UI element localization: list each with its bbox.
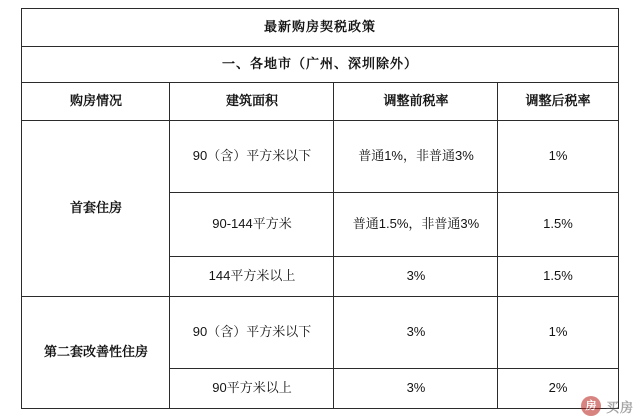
cell-rate-before: 普通1%，非普通3%	[334, 121, 498, 193]
cell-rate-after: 1.5%	[498, 193, 618, 257]
cell-area: 90（含）平方米以下	[170, 121, 334, 193]
table-title-row	[22, 9, 618, 47]
table-row	[22, 297, 618, 369]
tax-policy-table	[21, 8, 618, 409]
document-title: 最新购房契税政策	[22, 9, 618, 47]
watermark-logo-icon: 房	[581, 396, 601, 416]
table-row	[22, 121, 618, 193]
table-section-row	[22, 47, 618, 83]
section-heading: 一、各地市（广州、深圳除外）	[22, 47, 618, 83]
cell-area: 90（含）平方米以下	[170, 297, 334, 369]
document-page	[0, 8, 640, 420]
row-category-second-home: 第二套改善性住房	[22, 297, 170, 409]
cell-rate-before: 普通1.5%，非普通3%	[334, 193, 498, 257]
column-header-area: 建筑面积	[170, 83, 334, 121]
table-header-row	[22, 83, 618, 121]
column-header-rate-before: 调整前税率	[334, 83, 498, 121]
cell-rate-before: 3%	[334, 369, 498, 409]
row-category-first-home: 首套住房	[22, 121, 170, 297]
cell-rate-after: 1%	[498, 121, 618, 193]
cell-rate-after: 1.5%	[498, 257, 618, 297]
column-header-rate-after: 调整后税率	[498, 83, 618, 121]
column-header-situation: 购房情况	[22, 83, 170, 121]
cell-area: 90-144平方米	[170, 193, 334, 257]
cell-area: 144平方米以上	[170, 257, 334, 297]
watermark-label: 买房	[605, 399, 634, 415]
cell-rate-before: 3%	[334, 257, 498, 297]
cell-rate-after: 2%	[498, 369, 618, 409]
cell-rate-after: 1%	[498, 297, 618, 369]
cell-area: 90平方米以上	[170, 369, 334, 409]
cell-rate-before: 3%	[334, 297, 498, 369]
